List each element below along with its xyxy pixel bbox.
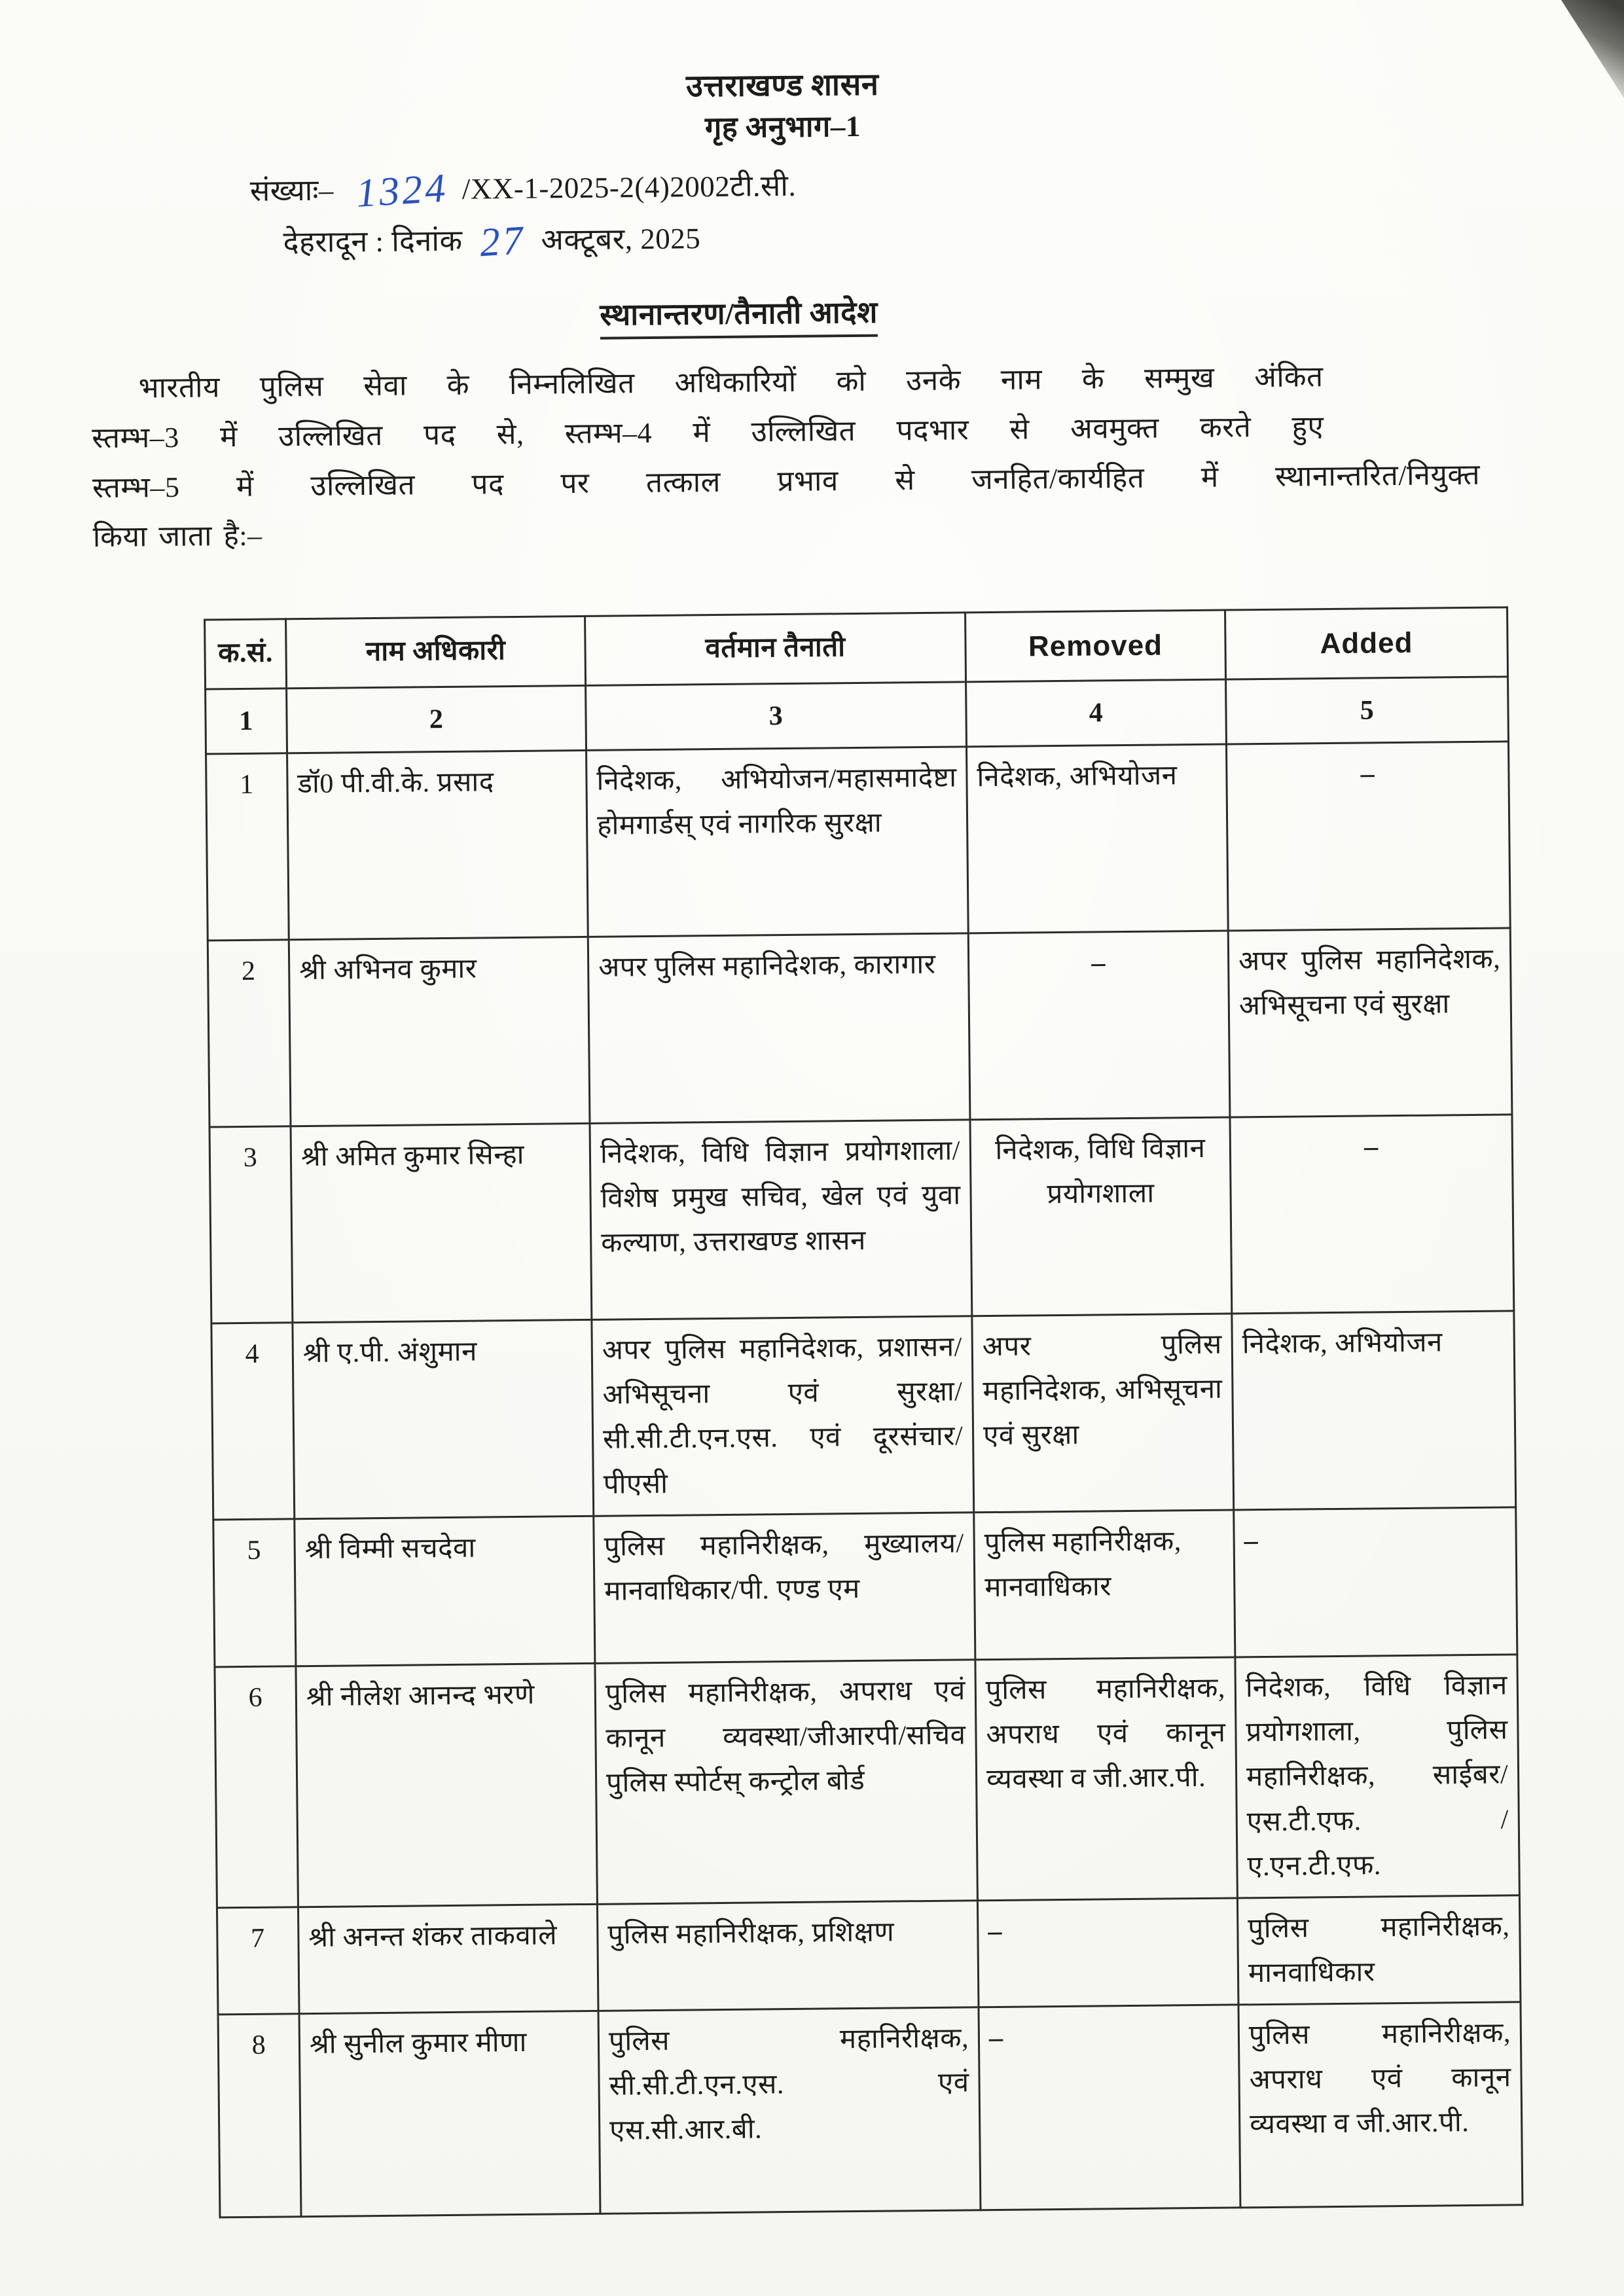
place-date-line bbox=[283, 205, 1478, 266]
order-title: स्थानान्तरण/तैनाती आदेश bbox=[600, 291, 878, 340]
transfer-table bbox=[204, 607, 1523, 2219]
column-number: 5 bbox=[1226, 677, 1509, 744]
table-row bbox=[215, 1655, 1519, 1907]
serial-no-cell: 8 bbox=[218, 2013, 301, 2217]
current-posting-cell: अपर पुलिस महानिदेशक, प्रशासन/अभिसूचना एवं सुरक्षा/सी.सी.टी.एन.एस. एवं दूरसंचार/पीएसी bbox=[592, 1316, 974, 1516]
table-row bbox=[208, 928, 1512, 1127]
reference-number-handwritten: 1324 bbox=[355, 166, 450, 217]
officer-name-cell: श्री विम्मी सचदेवा bbox=[295, 1516, 595, 1666]
officer-name-cell: श्री ए.पी. अंशुमान bbox=[293, 1320, 594, 1519]
table-row bbox=[209, 1115, 1514, 1323]
added-cell: अपर पुलिस महानिदेशक, अभिसूचना एवं सुरक्षा bbox=[1228, 928, 1512, 1117]
column-number: 1 bbox=[206, 689, 287, 754]
column-number: 4 bbox=[966, 679, 1227, 747]
current-posting-cell: पुलिस महानिरीक्षक, प्रशिक्षण bbox=[597, 1900, 979, 2011]
place-date-prefix: देहरादून : दिनांक bbox=[283, 224, 463, 259]
dept-name: गृह अनुभाग–1 bbox=[704, 110, 861, 145]
table-row bbox=[218, 2001, 1523, 2217]
added-cell: पुलिस महानिरीक्षक, मानवाधिकार bbox=[1237, 1895, 1521, 2004]
table-row bbox=[217, 1895, 1520, 2014]
current-posting-cell: निदेशक, अभियोजन/महासमादेष्टा होमगार्डस् एवं नागरिक सुरक्षा bbox=[586, 747, 969, 937]
officer-name-cell: श्री अनन्त शंकर ताकवाले bbox=[298, 1904, 598, 2013]
removed-cell: पुलिस महानिरीक्षक, मानवाधिकार bbox=[974, 1510, 1235, 1660]
header-added: Added bbox=[1225, 607, 1508, 679]
header-removed: Removed bbox=[965, 610, 1226, 682]
transfer-order-document bbox=[88, 59, 1511, 2219]
current-posting-cell: अपर पुलिस महानिदेशक, कारागार bbox=[588, 933, 970, 1124]
page-fold-corner bbox=[1561, 0, 1624, 98]
added-cell: – bbox=[1226, 742, 1510, 931]
column-number: 3 bbox=[586, 682, 967, 751]
added-cell: निदेशक, विधि विज्ञान प्रयोगशाला, पुलिस महानिरीक्षक, साईबर/एस.टी.एफ. /ए.एन.टी.एफ. bbox=[1235, 1655, 1520, 1897]
officer-name-cell: डॉ0 पी.वी.के. प्रसाद bbox=[287, 751, 588, 940]
intro-line: स्तम्भ–3 में उल्लिखित पद से, स्तम्भ–4 में उल्लिखित पदभार से अवमुक्त करते हुए bbox=[92, 410, 1324, 455]
added-cell: – bbox=[1234, 1507, 1517, 1657]
officer-name-cell: श्री सुनील कुमार मीणा bbox=[299, 2011, 600, 2216]
current-posting-cell: पुलिस महानिरीक्षक, अपराध एवं कानून व्यवस्था/जीआरपी/सचिव पुलिस स्पोर्टस् कन्ट्रोल बोर्ड bbox=[595, 1660, 977, 1904]
serial-no-cell: 3 bbox=[209, 1126, 293, 1323]
column-number-row bbox=[206, 677, 1509, 754]
header-current-posting: वर्तमान तैनाती bbox=[585, 613, 966, 686]
added-cell: निदेशक, अभियोजन bbox=[1232, 1311, 1516, 1510]
header-serial-no: क.सं. bbox=[205, 619, 287, 689]
serial-no-cell: 1 bbox=[206, 753, 289, 941]
org-name: उत्तराखण्ड शासन bbox=[685, 67, 879, 104]
added-cell: – bbox=[1230, 1115, 1514, 1314]
date-suffix: अक्टूबर, 2025 bbox=[541, 222, 701, 257]
removed-cell: पुलिस महानिरीक्षक, अपराध एवं कानून व्यवस्था व जी.आर.पी. bbox=[975, 1657, 1238, 1900]
removed-cell: अपर पुलिस महानिदेशक, अभिसूचना एवं सुरक्षा bbox=[972, 1314, 1234, 1513]
serial-no-cell: 2 bbox=[208, 940, 291, 1127]
removed-cell: – bbox=[977, 1898, 1238, 2007]
officer-name-cell: श्री नीलेश आनन्द भरणे bbox=[296, 1664, 598, 1907]
reference-number-line bbox=[249, 153, 1477, 217]
removed-cell: निदेशक, विधि विज्ञान प्रयोगशाला bbox=[970, 1117, 1232, 1316]
serial-no-cell: 5 bbox=[213, 1519, 296, 1667]
intro-line: किया जाता है:– bbox=[92, 520, 262, 554]
column-number: 2 bbox=[287, 686, 586, 753]
serial-no-cell: 4 bbox=[211, 1323, 295, 1520]
removed-cell: – bbox=[968, 931, 1230, 1120]
table-row bbox=[206, 742, 1511, 941]
date-number-handwritten: 27 bbox=[478, 218, 527, 266]
removed-cell: – bbox=[979, 2005, 1240, 2210]
intro-line: भारतीय पुलिस सेवा के निम्नलिखित अधिकारियों को उनके नाम के सम्मुख अंकित bbox=[138, 361, 1324, 404]
table-row bbox=[211, 1311, 1516, 1520]
current-posting-cell: निदेशक, विधि विज्ञान प्रयोगशाला/विशेष प्रमुख सचिव, खेल एवं युवा कल्याण, उत्तराखण्ड शासन bbox=[590, 1120, 972, 1320]
table-row bbox=[213, 1507, 1517, 1667]
current-posting-cell: पुलिस महानिरीक्षक, मुख्यालय/मानवाधिकार/पी. एण्ड एम bbox=[594, 1513, 975, 1664]
removed-cell: निदेशक, अभियोजन bbox=[967, 744, 1229, 933]
reference-prefix: संख्याः– bbox=[249, 174, 334, 208]
table-header-row bbox=[205, 607, 1508, 689]
added-cell: पुलिस महानिरीक्षक, अपराध एवं कानून व्यवस्था व जी.आर.पी. bbox=[1238, 2001, 1523, 2207]
serial-no-cell: 7 bbox=[217, 1907, 299, 2014]
header-officer-name: नाम अधिकारी bbox=[286, 617, 586, 689]
intro-line: स्तम्भ–5 में उल्लिखित पद पर तत्काल प्रभाव से जनहित/कार्यहित में स्थानान्तरित/नियुक्त bbox=[92, 458, 1481, 504]
serial-no-cell: 6 bbox=[215, 1666, 298, 1907]
current-posting-cell: पुलिस महानिरीक्षक, सी.सी.टी.एन.एस. एवं एस.सी.आर.बी. bbox=[598, 2007, 981, 2214]
reference-suffix: /XX-1-2025-2(4)2002टी.सी. bbox=[461, 170, 797, 206]
officer-name-cell: श्री अमित कुमार सिन्हा bbox=[291, 1124, 592, 1323]
officer-name-cell: श्री अभिनव कुमार bbox=[289, 937, 590, 1126]
intro-paragraph bbox=[91, 351, 1481, 562]
